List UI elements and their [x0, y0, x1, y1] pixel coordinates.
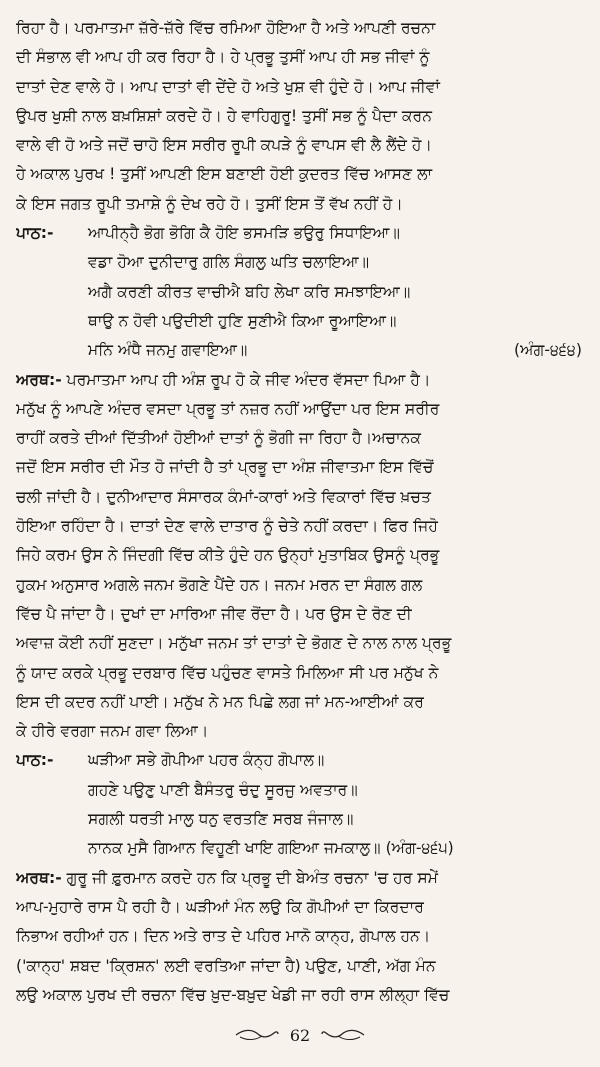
path-label: ਪਾਠ:- [16, 224, 54, 243]
flourish-right-icon [320, 1028, 366, 1042]
body-line: ਵਿੱਚ ਪੈ ਜਾਂਦਾ ਹੈ। ਦੁਖਾਂ ਦਾ ਮਾਰਿਆ ਜੀਵ ਰੋਂਦਾ ਹੈ। ਪਰ ਉਸ ਦੇ ਰੋਣ ਦੀ [16, 604, 412, 623]
body-line: ਇਸ ਦੀ ਕਦਰ ਨਹੀਂ ਪਾਈ। ਮਨੁੱਖ ਨੇ ਮਨ ਪਿਛੇ ਲਗ ਜਾਂ ਮਨ-ਆਈਆਂ ਕਰ [16, 692, 424, 711]
body-line: ਹੇ ਅਕਾਲ ਪੁਰਖ ! ਤੁਸੀਂ ਆਪਣੀ ਇਸ ਬਣਾਈ ਹੋਈ ਕੁਦਰਤ ਵਿੱਚ ਆਸਣ ਲਾ [16, 165, 433, 184]
meaning-text: ਪਰਮਾਤਮਾ ਆਪ ਹੀ ਅੰਸ਼ ਰੂਪ ਹੋ ਕੇ ਜੀਵ ਅੰਦਰ ਵੱਸਦਾ ਪਿਆ ਹੈ। [66, 370, 431, 389]
verse-line: ਅਗੈ ਕਰਣੀ ਕੀਰਤ ਵਾਚੀਐ ਬਹਿ ਲੇਖਾ ਕਰਿ ਸਮਝਾਇਆ॥ [88, 282, 411, 301]
body-line: ਚਲੀ ਜਾਂਦੀ ਹੈ। ਦੁਨੀਆਦਾਰ ਸੰਸਾਰਕ ਕੰਮਾਂ-ਕਾਰਾਂ ਅਤੇ ਵਿਕਾਰਾਂ ਵਿੱਚ ਖ਼ਚਤ [16, 487, 431, 506]
body-line: ਰਾਹੀਂ ਕਰਤੇ ਦੀਆਂ ਦਿੱਤੀਆਂ ਹੋਈਆਂ ਦਾਤਾਂ ਨੂੰ ਭੋਗੀ ਜਾ ਰਿਹਾ ਹੈ।ਅਚਾਨਕ [16, 429, 421, 448]
page-body [16, 14, 586, 1010]
body-line: ਹੋਇਆ ਰਹਿੰਦਾ ਹੈ। ਦਾਤਾਂ ਦੇਣ ਵਾਲੇ ਦਾਤਾਰ ਨੂੰ ਚੇਤੇ ਨਹੀਂ ਕਰਦਾ। ਫਿਰ ਜਿਹੋ [16, 517, 438, 536]
body-line: ਅਵਾਜ਼ ਕੋਈ ਨਹੀਂ ਸੁਣਦਾ। ਮਨੁੱਖਾ ਜਨਮ ਤਾਂ ਦਾਤਾਂ ਦੇ ਭੋਗਣ ਦੇ ਨਾਲ ਨਾਲ ਪ੍ਰਭੂ [16, 634, 452, 653]
body-line: ਜਿਹੇ ਕਰਮ ਉਸ ਨੇ ਜਿੰਦਗੀ ਵਿੱਚ ਕੀਤੇ ਹੁੰਦੇ ਹਨ ਉਨ੍ਹਾਂ ਮੁਤਾਬਿਕ ਉਸਨੂੰ ਪ੍ਰਭੂ [16, 546, 440, 565]
page-footer [0, 1020, 600, 1050]
arth-label: ਅਰਥ:- [16, 868, 62, 887]
body-line: ਵਾਲੇ ਵੀ ਹੋ ਅਤੇ ਜਦੋਂ ਚਾਹੋ ਇਸ ਸਰੀਰ ਰੂਪੀ ਕਪੜੇ ਨੂੰ ਵਾਪਸ ਵੀ ਲੈ ਲੈਂਦੇ ਹੋ। [16, 136, 432, 155]
verse-text: ਮਨਿ ਅੰਧੈ ਜਨਮੁ ਗਵਾਇਆ॥ [88, 341, 248, 360]
body-line: ਦਾਤਾਂ ਦੇਣ ਵਾਲੇ ਹੋ। ਆਪ ਦਾਤਾਂ ਵੀ ਦੇਂਦੇ ਹੋ ਅਤੇ ਖੁਸ਼ ਵੀ ਹੁੰਦੇ ਹੋ। ਆਪ ਜੀਵਾਂ [16, 77, 440, 96]
body-line: ਲਉ ਅਕਾਲ ਪੁਰਖ ਦੀ ਰਚਨਾ ਵਿੱਚ ਖ਼ੁਦ-ਬਖ਼ੁਦ ਖੇਡੀ ਜਾ ਰਹੀ ਰਾਸ ਲੀਲ੍ਹਾ ਵਿੱਚ [16, 985, 450, 1004]
body-line: ਉਪਰ ਖੁਸ਼ੀ ਨਾਲ ਬਖ਼ਸ਼ਿਸ਼ਾਂ ਕਰਦੇ ਹੋ। ਹੇ ਵਾਹਿਗੁਰੂ! ਤੁਸੀਂ ਸਭ ਨੂੰ ਪੈਦਾ ਕਰਨ [16, 106, 432, 125]
meaning-line [16, 366, 586, 395]
body-line: ਨਿਭਾਅ ਰਹੀਆਂ ਹਨ। ਦਿਨ ਅਤੇ ਰਾਤ ਦੇ ਪਹਿਰ ਮਾਨੋ ਕਾਨ੍ਹ, ਗੋਪਾਲ ਹਨ। [16, 927, 431, 946]
body-line: ਜਦੋਂ ਇਸ ਸਰੀਰ ਦੀ ਮੌਤ ਹੋ ਜਾਂਦੀ ਹੈ ਤਾਂ ਪ੍ਰਭੂ ਦਾ ਅੰਸ਼ ਜੀਵਾਤਮਾ ਇਸ ਵਿੱਚੋਂ [16, 458, 434, 477]
verse-line [16, 219, 586, 248]
body-line: ਹੁਕਮ ਅਨੁਸਾਰ ਅਗਲੇ ਜਨਮ ਭੋਗਣੇ ਪੈਂਦੇ ਹਨ। ਜਨਮ ਮਰਨ ਦਾ ਸੰਗਲ ਗਲ [16, 575, 423, 594]
path-label: ਪਾਠ:- [16, 751, 54, 770]
body-line: ਨੂੰ ਯਾਦ ਕਰਕੇ ਪ੍ਰਭੂ ਦਰਬਾਰ ਵਿੱਚ ਪਹੁੰਚਣ ਵਾਸਤੇ ਮਿਲਿਆ ਸੀ ਪਰ ਮਨੁੱਖ ਨੇ [16, 663, 439, 682]
page-number: 62 [289, 1025, 311, 1045]
body-line: ਕੇ ਹੀਰੇ ਵਰਗਾ ਜਨਮ ਗਵਾ ਲਿਆ। [16, 722, 209, 741]
flourish-left-icon [234, 1028, 280, 1042]
verse-line: ਵਡਾ ਹੋਆ ਦੁਨੀਦਾਰੁ ਗਲਿ ਸੰਗਲੁ ਘਤਿ ਚਲਾਇਆ॥ [88, 253, 370, 272]
body-line: ('ਕਾਨ੍ਹ' ਸ਼ਬਦ 'ਕ੍ਰਿਸ਼ਨ' ਲਈ ਵਰਤਿਆ ਜਾਂਦਾ ਹੈ) ਪਉਣ, ਪਾਣੀ, ਅੱਗ ਮੰਨ [16, 956, 436, 975]
verse-line [16, 746, 586, 775]
verse-text: ਘੜੀਆ ਸਭੇ ਗੋਪੀਆ ਪਹਰ ਕੰਨ੍ਹ ਗੋਪਾਲ॥ [88, 751, 325, 770]
body-line: ਰਿਹਾ ਹੈ। ਪਰਮਾਤਮਾ ਜ਼ੱਰੇ-ਜ਼ੱਰੇ ਵਿੱਚ ਰਮਿਆ ਹੋਇਆ ਹੈ ਅਤੇ ਆਪਣੀ ਰਚਨਾ [16, 19, 436, 37]
verse-line: ਸਗਲੀ ਧਰਤੀ ਮਾਲੁ ਧਨੁ ਵਰਤਣਿ ਸਰਬ ਜੰਜਾਲ॥ [88, 810, 354, 829]
body-line: ਦੀ ਸੰਭਾਲ ਵੀ ਆਪ ਹੀ ਕਰ ਰਿਹਾ ਹੈ। ਹੇ ਪ੍ਰਭੂ ਤੁਸੀਂ ਆਪ ਹੀ ਸਭ ਜੀਵਾਂ ਨੂੰ [16, 48, 430, 67]
verse-line: ਥਾਉ ਨ ਹੋਵੀ ਪਉਦੀਈ ਹੁਣਿ ਸੁਣੀਐ ਕਿਆ ਰੂਆਇਆ॥ [88, 311, 397, 330]
verse-text: ਆਪੀਨ੍ਹੈ ਭੋਗ ਭੋਗਿ ਕੈ ਹੋਇ ਭਸਮੜਿ ਭਉਰੁ ਸਿਧਾਇਆ॥ [88, 224, 400, 243]
verse-line [16, 336, 586, 365]
body-line: ਮਨੁੱਖ ਨੂੰ ਆਪਣੇ ਅੰਦਰ ਵਸਦਾ ਪ੍ਰਭੂ ਤਾਂ ਨਜ਼ਰ ਨਹੀਂ ਆਉਂਦਾ ਪਰ ਇਸ ਸਰੀਰ [16, 399, 440, 418]
body-line: ਆਪ-ਮੁਹਾਰੇ ਰਾਸ ਪੈ ਰਹੀ ਹੈ। ਘੜੀਆਂ ਮੰਨ ਲਉ ਕਿ ਗੋਪੀਆਂ ਦਾ ਕਿਰਦਾਰ [16, 897, 424, 916]
meaning-line [16, 864, 586, 893]
body-line: ਕੇ ਇਸ ਜਗਤ ਰੂਪੀ ਤਮਾਸ਼ੇ ਨੂੰ ਦੇਖ ਰਹੇ ਹੋ। ਤੁਸੀਂ ਇਸ ਤੋਂ ਵੱਖ ਨਹੀਂ ਹੋ। [16, 194, 403, 213]
verse-line: ਗਹਣੇ ਪਉਣੁ ਪਾਣੀ ਬੈਸੰਤਰੁ ਚੰਦੁ ਸੂਰਜੁ ਅਵਤਾਰ॥ [88, 780, 358, 799]
arth-label: ਅਰਥ:- [16, 370, 62, 389]
ang-reference: (ਅੰਗ-੪੬੪) [514, 341, 582, 360]
meaning-text: ਗੁਰੂ ਜੀ ਫ਼ੁਰਮਾਨ ਕਰਦੇ ਹਨ ਕਿ ਪ੍ਰਭੂ ਦੀ ਬੇਅੰਤ ਰਚਨਾ 'ਚ ਹਰ ਸਮੇਂ [66, 868, 438, 887]
verse-line: ਨਾਨਕ ਮੁਸੈ ਗਿਆਨ ਵਿਹੂਣੀ ਖਾਇ ਗਇਆ ਜਮਕਾਲੁ॥ (ਅੰਗ-੪੬੫) [88, 839, 454, 858]
